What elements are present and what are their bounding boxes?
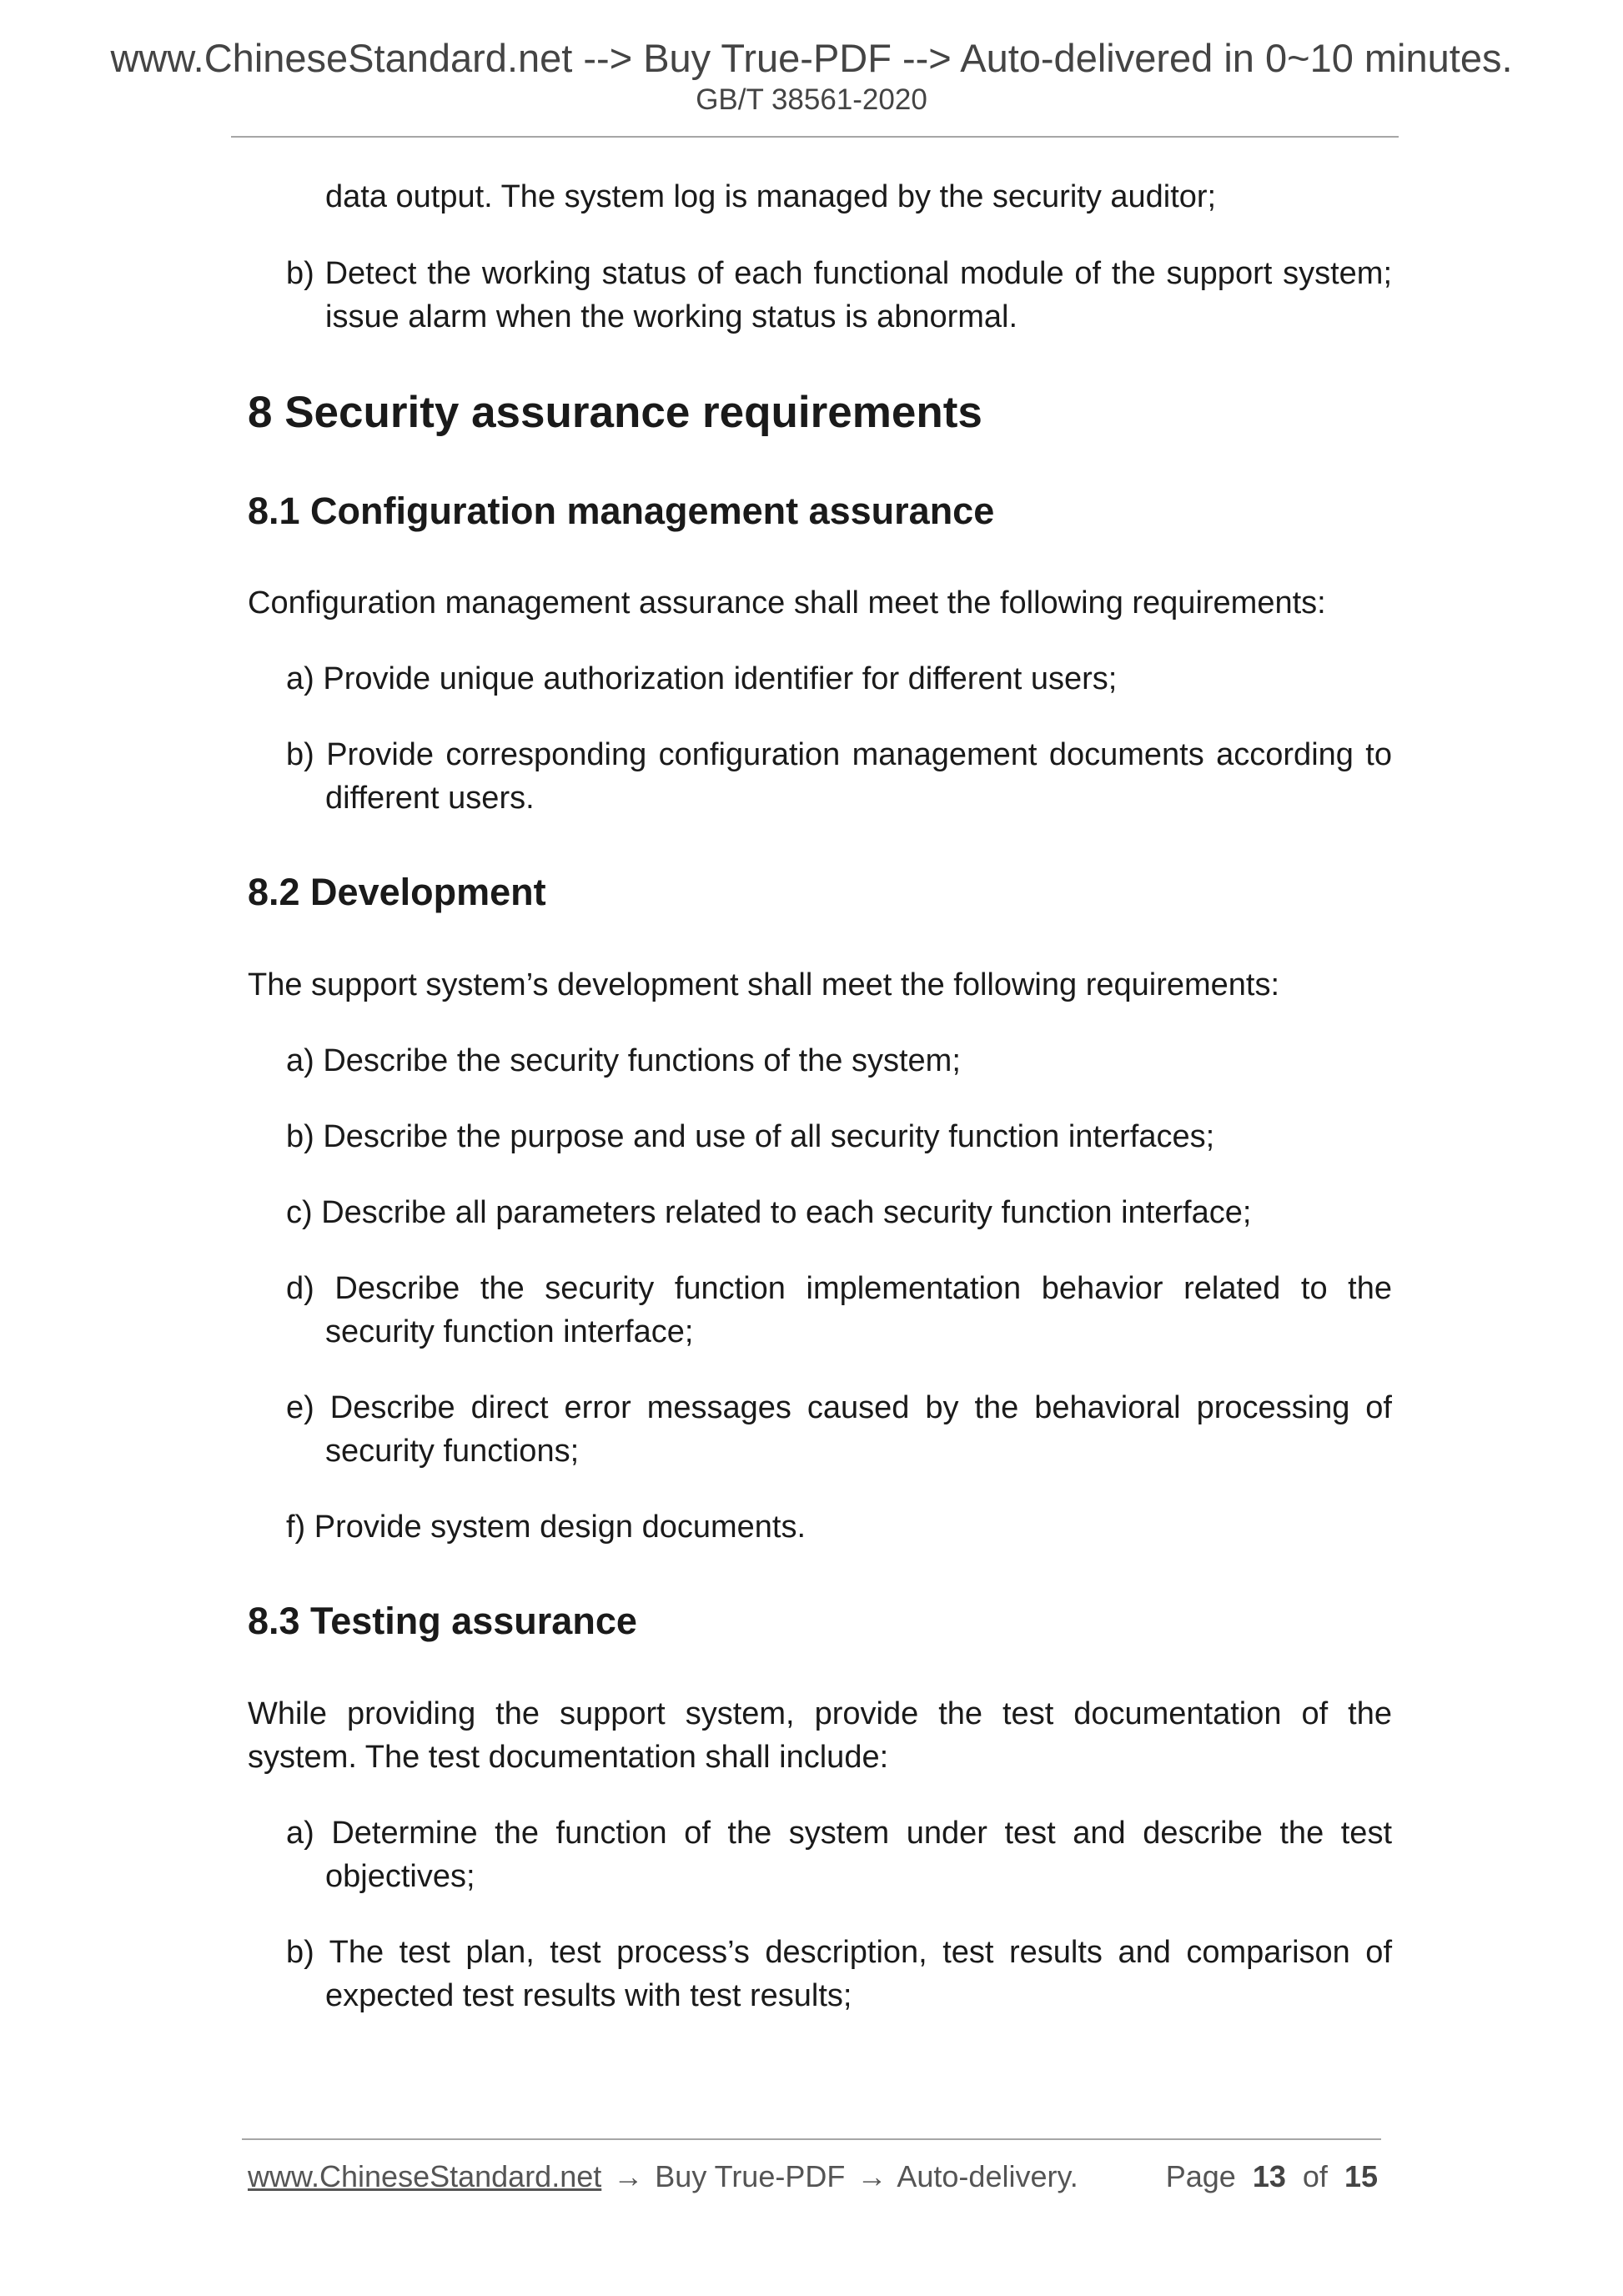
list-item: c) Describe all parameters related to each security function interface; [286,1195,1252,1230]
list-item: e) Describe direct error messages caused by the behavioral processing of security functions; [286,1390,1392,1469]
paragraph: While providing the support system, provide the test documentation of the system. The test documentation shall include: [248,1696,1392,1775]
list-item: a) Determine the function of the system under test and describe the test objectives; [286,1816,1392,1894]
page-label: Page [1165,2159,1236,2193]
top-banner[interactable]: www.ChineseStandard.net --> Buy True-PDF --> Auto-delivered in 0~10 minutes. [110,36,1513,80]
arrow-right-icon: → [613,2159,644,2193]
footer-buy-text: Buy True-PDF [655,2159,846,2193]
paragraph: Configuration management assurance shall meet the following requirements: [248,585,1326,620]
subsection-heading-8-3: 8.3 Testing assurance [248,1600,637,1642]
footer-divider [242,2138,1381,2140]
footer-delivery-text: Auto-delivery. [897,2159,1078,2193]
subsection-heading-8-1: 8.1 Configuration management assurance [248,490,995,532]
list-item: a) Describe the security functions of the system; [286,1043,961,1078]
document-body [248,175,1392,2017]
page-indicator [1166,2158,1378,2195]
of-label: of [1302,2159,1328,2193]
list-item: b) Detect the working status of each functional module of the support system; issue alarm when the working status is abnormal. [286,256,1392,334]
footer-site-link[interactable]: www.ChineseStandard.net [248,2159,602,2193]
list-item: b) The test plan, test process’s description, test results and comparison of expected test results with test results; [286,1935,1392,2013]
list-item: b) Provide corresponding configuration management documents according to different users. [286,737,1392,816]
page-footer [248,2158,1378,2195]
list-item: b) Describe the purpose and use of all security function interfaces; [286,1119,1215,1154]
header-divider [231,136,1399,138]
arrow-right-icon: → [857,2159,887,2193]
list-item: a) Provide unique authorization identifier for different users; [286,661,1118,696]
list-item: f) Provide system design documents. [286,1510,806,1545]
list-item: d) Describe the security function implementation behavior related to the security function interface; [286,1271,1392,1349]
page-total: 15 [1344,2159,1378,2193]
paragraph: The support system’s development shall meet the following requirements: [248,967,1280,1002]
section-heading: 8 Security assurance requirements [248,388,982,437]
continued-line: data output. The system log is managed by the security auditor; [325,179,1217,214]
subsection-heading-8-2: 8.2 Development [248,871,546,913]
document-code: GB/T 38561-2020 [696,83,927,116]
page-current: 13 [1252,2159,1286,2193]
